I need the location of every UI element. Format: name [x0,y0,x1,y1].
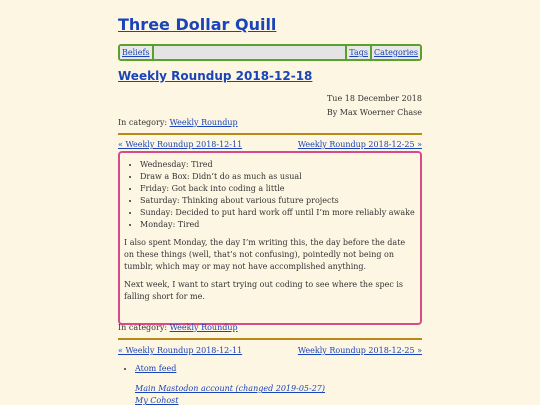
pager-top [118,140,422,149]
pager-bottom [118,346,422,355]
category-link[interactable]: Weekly Roundup [169,323,238,332]
prev-post-link[interactable]: « Weekly Roundup 2018-12-11 [118,346,243,355]
post-category-bottom [118,323,238,332]
cohost-link[interactable]: My Cohost [135,396,179,405]
divider-rule [118,338,422,340]
list-item: • Saturday: Thinking about various future projects [140,195,420,207]
post-author: By Max Woerner Chase [326,108,422,117]
paragraph: I also spent Monday, the day I’m writing this, the day before the date on these things (well, that’s not confusing), pointedly not being on tumblr, which may or may not have accomplished anything. [124,238,406,271]
nav-tags-link[interactable]: Tags [349,48,368,57]
list-item: • Monday: Tired [140,219,420,231]
footer-list [118,364,176,373]
post-content [118,151,422,325]
nav-categories-link[interactable]: Categories [374,48,418,57]
list-item: • Draw a Box: Didn’t do as much as usual [140,171,420,183]
atom-feed-link[interactable]: Atom feed [135,364,177,373]
divider-rule [118,133,422,135]
roundup-list [120,159,420,231]
paragraph: Next week, I want to start trying out coding to see where the spec is falling short for me. [124,280,404,301]
next-post-link[interactable]: Weekly Roundup 2018-12-25 » [297,140,422,149]
category-prefix: In category: [118,118,168,127]
list-item [135,364,176,373]
post-category-top [118,118,238,127]
list-item: • Friday: Got back into coding a little [140,183,420,195]
post-title-link[interactable]: Weekly Roundup 2018-12-18 [118,69,313,83]
list-item: • Sunday: Decided to put hard work off until I’m more reliably awake [140,207,420,219]
post-date: Tue 18 December 2018 [326,94,422,103]
top-nav [118,44,422,61]
prev-post-link[interactable]: « Weekly Roundup 2018-12-11 [118,140,243,149]
mastodon-link[interactable]: Main Mastodon account (changed 2019-05-27) [135,384,325,393]
nav-beliefs-link[interactable]: Beliefs [122,48,150,57]
list-item: • Wednesday: Tired [140,159,420,171]
site-title-link[interactable]: Three Dollar Quill [118,15,277,34]
category-link[interactable]: Weekly Roundup [169,118,238,127]
category-prefix: In category: [118,323,168,332]
next-post-link[interactable]: Weekly Roundup 2018-12-25 » [297,346,422,355]
nav-spacer [154,46,346,59]
